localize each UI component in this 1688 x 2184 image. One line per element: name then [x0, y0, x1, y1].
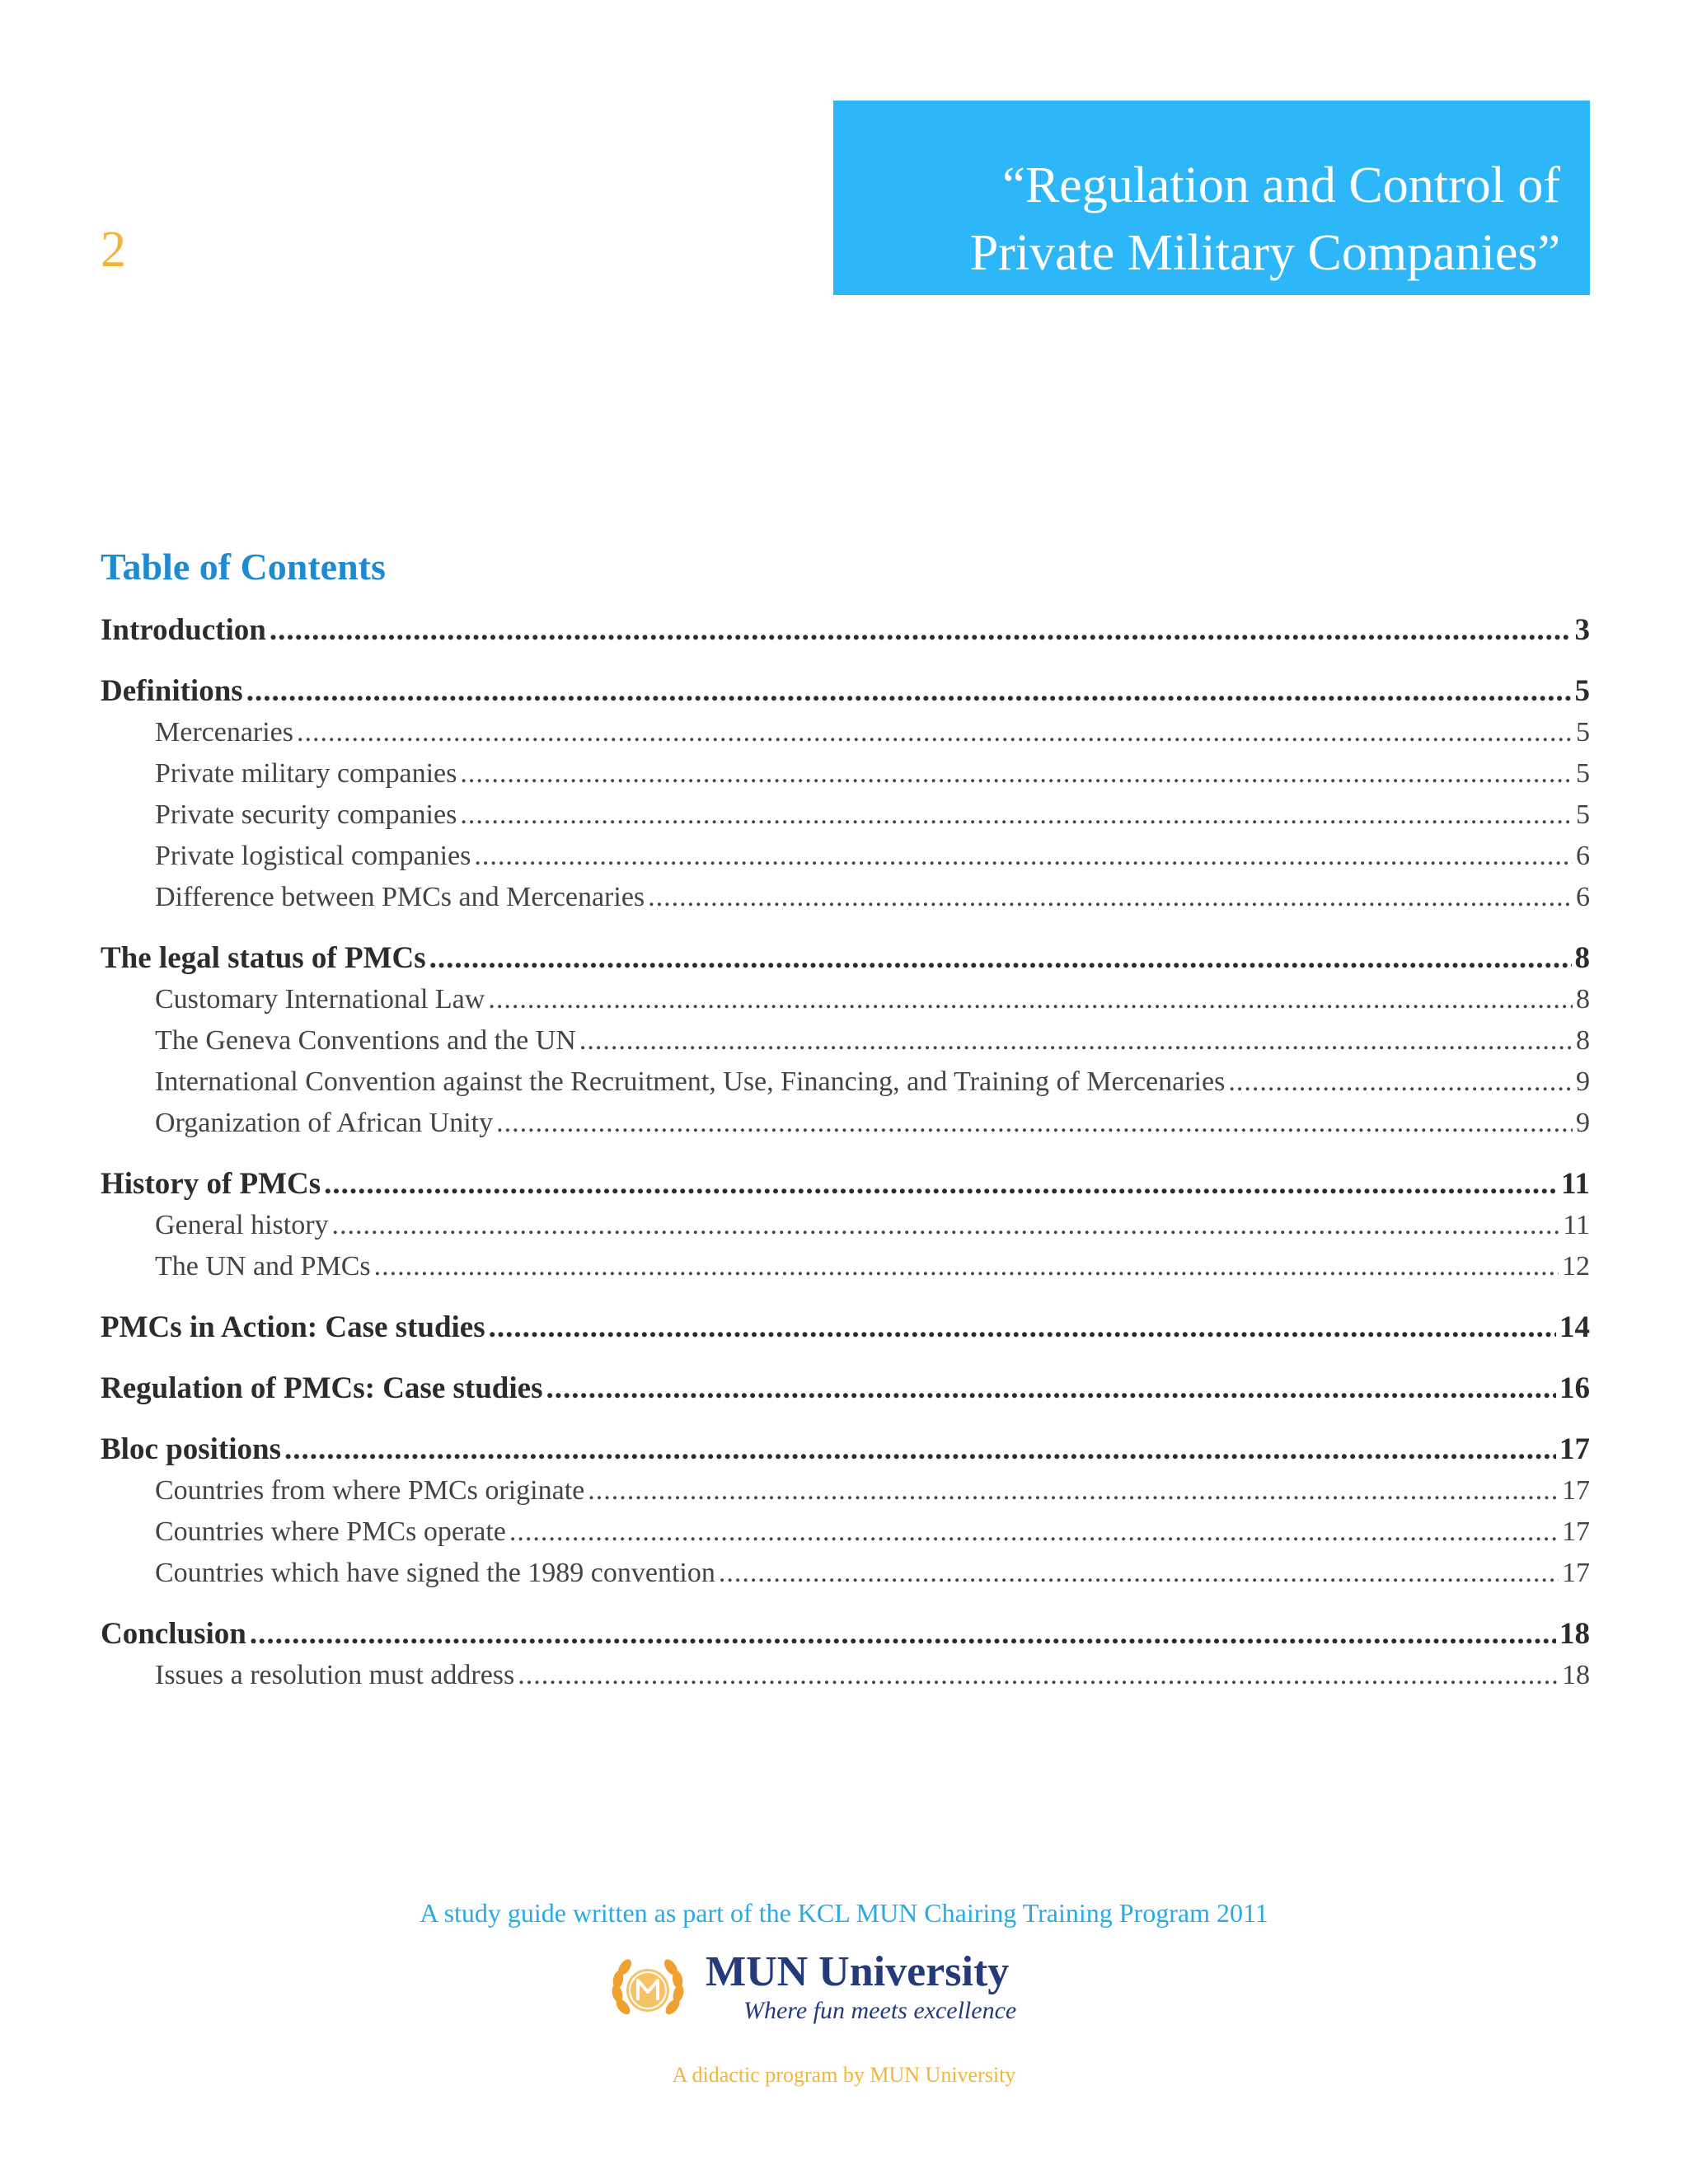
toc-entry-title: History of PMCs: [101, 1167, 321, 1201]
toc-dot-leader: [460, 794, 1573, 836]
toc-subsection-entry[interactable]: [101, 877, 1590, 918]
toc-dot-leader: [588, 1470, 1559, 1511]
toc-entry-page: 17: [1562, 1475, 1590, 1506]
toc-entry-page: 8: [1574, 941, 1590, 975]
toc-dot-leader: [284, 1429, 1556, 1470]
toc-subsection-entry[interactable]: [101, 1655, 1590, 1696]
toc-dot-leader: [374, 1246, 1559, 1287]
toc-entry-page: 5: [1574, 674, 1590, 708]
toc-dot-leader: [324, 1164, 1558, 1205]
document-title-line-1: “Regulation and Control of: [1002, 157, 1560, 213]
toc-subsection-entry[interactable]: [101, 1103, 1590, 1144]
toc-dot-leader: [460, 753, 1573, 794]
toc-subsection-entry[interactable]: [101, 794, 1590, 836]
toc-entry-page: 17: [1559, 1432, 1590, 1466]
toc-entry-title: Countries which have signed the 1989 convention: [155, 1558, 715, 1588]
toc-entry-page: 9: [1576, 1108, 1590, 1138]
toc-dot-leader: [474, 836, 1573, 877]
toc-entry-page: 3: [1574, 613, 1590, 647]
toc-entry-title: The UN and PMCs: [155, 1251, 371, 1282]
document-title-line-2: Private Military Companies”: [969, 225, 1560, 281]
toc-dot-leader: [518, 1655, 1559, 1696]
table-of-contents: [101, 610, 1590, 1696]
toc-entry-page: 9: [1576, 1066, 1590, 1097]
toc-entry-title: International Convention against the Recruitment, Use, Financing, and Training of Mercenaries: [155, 1066, 1226, 1097]
toc-entry-page: 5: [1576, 758, 1590, 789]
toc-dot-leader: [429, 938, 1572, 979]
toc-dot-leader: [488, 979, 1573, 1020]
toc-dot-leader: [509, 1511, 1559, 1553]
toc-entry-title: General history: [155, 1210, 329, 1240]
toc-dot-leader: [496, 1103, 1573, 1144]
toc-entry-title: Private security companies: [155, 799, 457, 830]
toc-entry-page: 18: [1559, 1617, 1590, 1651]
toc-entry-page: 6: [1576, 882, 1590, 912]
toc-dot-leader: [332, 1205, 1560, 1246]
toc-entry-page: 17: [1562, 1558, 1590, 1588]
toc-section-entry[interactable]: [101, 938, 1590, 979]
toc-entry-title: Mercenaries: [155, 717, 294, 748]
toc-section-entry[interactable]: [101, 1368, 1590, 1409]
toc-section-entry[interactable]: [101, 610, 1590, 651]
toc-entry-page: 5: [1576, 717, 1590, 748]
toc-entry-title: PMCs in Action: Case studies: [101, 1310, 485, 1344]
page-number: 2: [101, 222, 126, 278]
toc-dot-leader: [297, 712, 1573, 753]
toc-entry-page: 14: [1559, 1310, 1590, 1344]
document-title-banner: [833, 101, 1590, 295]
toc-entry-page: 11: [1563, 1210, 1590, 1240]
toc-entry-page: 17: [1562, 1516, 1590, 1547]
toc-entry-title: Private military companies: [155, 758, 457, 789]
toc-entry-title: Organization of African Unity: [155, 1108, 494, 1138]
toc-dot-leader: [579, 1020, 1573, 1062]
toc-section-entry[interactable]: [101, 1307, 1590, 1348]
toc-entry-title: Issues a resolution must address: [155, 1660, 515, 1690]
laurel-emblem-icon: [607, 1949, 689, 2032]
toc-dot-leader: [719, 1553, 1559, 1594]
mun-university-logo: [607, 1949, 1101, 2040]
toc-entry-title: Conclusion: [101, 1617, 246, 1651]
toc-section-entry[interactable]: [101, 1164, 1590, 1205]
toc-entry-page: 8: [1576, 984, 1590, 1015]
toc-dot-leader: [1228, 1062, 1573, 1103]
toc-subsection-entry[interactable]: [101, 1062, 1590, 1103]
toc-subsection-entry[interactable]: [101, 836, 1590, 877]
logo-name: MUN University: [706, 1948, 1010, 1995]
toc-entry-page: 11: [1561, 1167, 1590, 1201]
toc-subsection-entry[interactable]: [101, 1205, 1590, 1246]
toc-dot-leader: [546, 1368, 1556, 1409]
toc-entry-page: 16: [1559, 1371, 1590, 1405]
toc-entry-page: 5: [1576, 799, 1590, 830]
toc-subsection-entry[interactable]: [101, 1020, 1590, 1062]
program-note: A didactic program by MUN University: [672, 2063, 1016, 2087]
toc-dot-leader: [270, 610, 1572, 651]
toc-section-entry[interactable]: [101, 1614, 1590, 1655]
toc-entry-title: Countries where PMCs operate: [155, 1516, 506, 1547]
toc-entry-title: Definitions: [101, 674, 243, 708]
toc-subsection-entry[interactable]: [101, 1246, 1590, 1287]
study-guide-note: A study guide written as part of the KCL MUN Chairing Training Program 2011: [420, 1898, 1268, 1928]
toc-dot-leader: [246, 671, 1572, 712]
toc-entry-title: Introduction: [101, 613, 266, 647]
toc-dot-leader: [250, 1614, 1556, 1655]
toc-entry-title: Bloc positions: [101, 1432, 281, 1466]
toc-entry-title: Difference between PMCs and Mercenaries: [155, 882, 645, 912]
toc-entry-page: 12: [1562, 1251, 1590, 1282]
toc-dot-leader: [489, 1307, 1556, 1348]
toc-subsection-entry[interactable]: [101, 1511, 1590, 1553]
toc-section-entry[interactable]: [101, 671, 1590, 712]
toc-subsection-entry[interactable]: [101, 1553, 1590, 1594]
toc-entry-page: 6: [1576, 841, 1590, 871]
logo-tagline: Where fun meets excellence: [743, 1997, 1017, 2024]
toc-entry-page: 8: [1576, 1025, 1590, 1056]
toc-entry-title: Regulation of PMCs: Case studies: [101, 1371, 543, 1405]
toc-entry-title: Countries from where PMCs originate: [155, 1475, 585, 1506]
toc-subsection-entry[interactable]: [101, 1470, 1590, 1511]
toc-entry-title: The Geneva Conventions and the UN: [155, 1025, 576, 1056]
toc-subsection-entry[interactable]: [101, 712, 1590, 753]
toc-heading: Table of Contents: [101, 546, 386, 588]
toc-entry-title: Private logistical companies: [155, 841, 471, 871]
toc-entry-title: The legal status of PMCs: [101, 941, 426, 975]
toc-subsection-entry[interactable]: [101, 979, 1590, 1020]
toc-dot-leader: [648, 877, 1573, 918]
toc-subsection-entry[interactable]: [101, 753, 1590, 794]
toc-entry-title: Customary International Law: [155, 984, 485, 1015]
toc-section-entry[interactable]: [101, 1429, 1590, 1470]
toc-entry-page: 18: [1562, 1660, 1590, 1690]
